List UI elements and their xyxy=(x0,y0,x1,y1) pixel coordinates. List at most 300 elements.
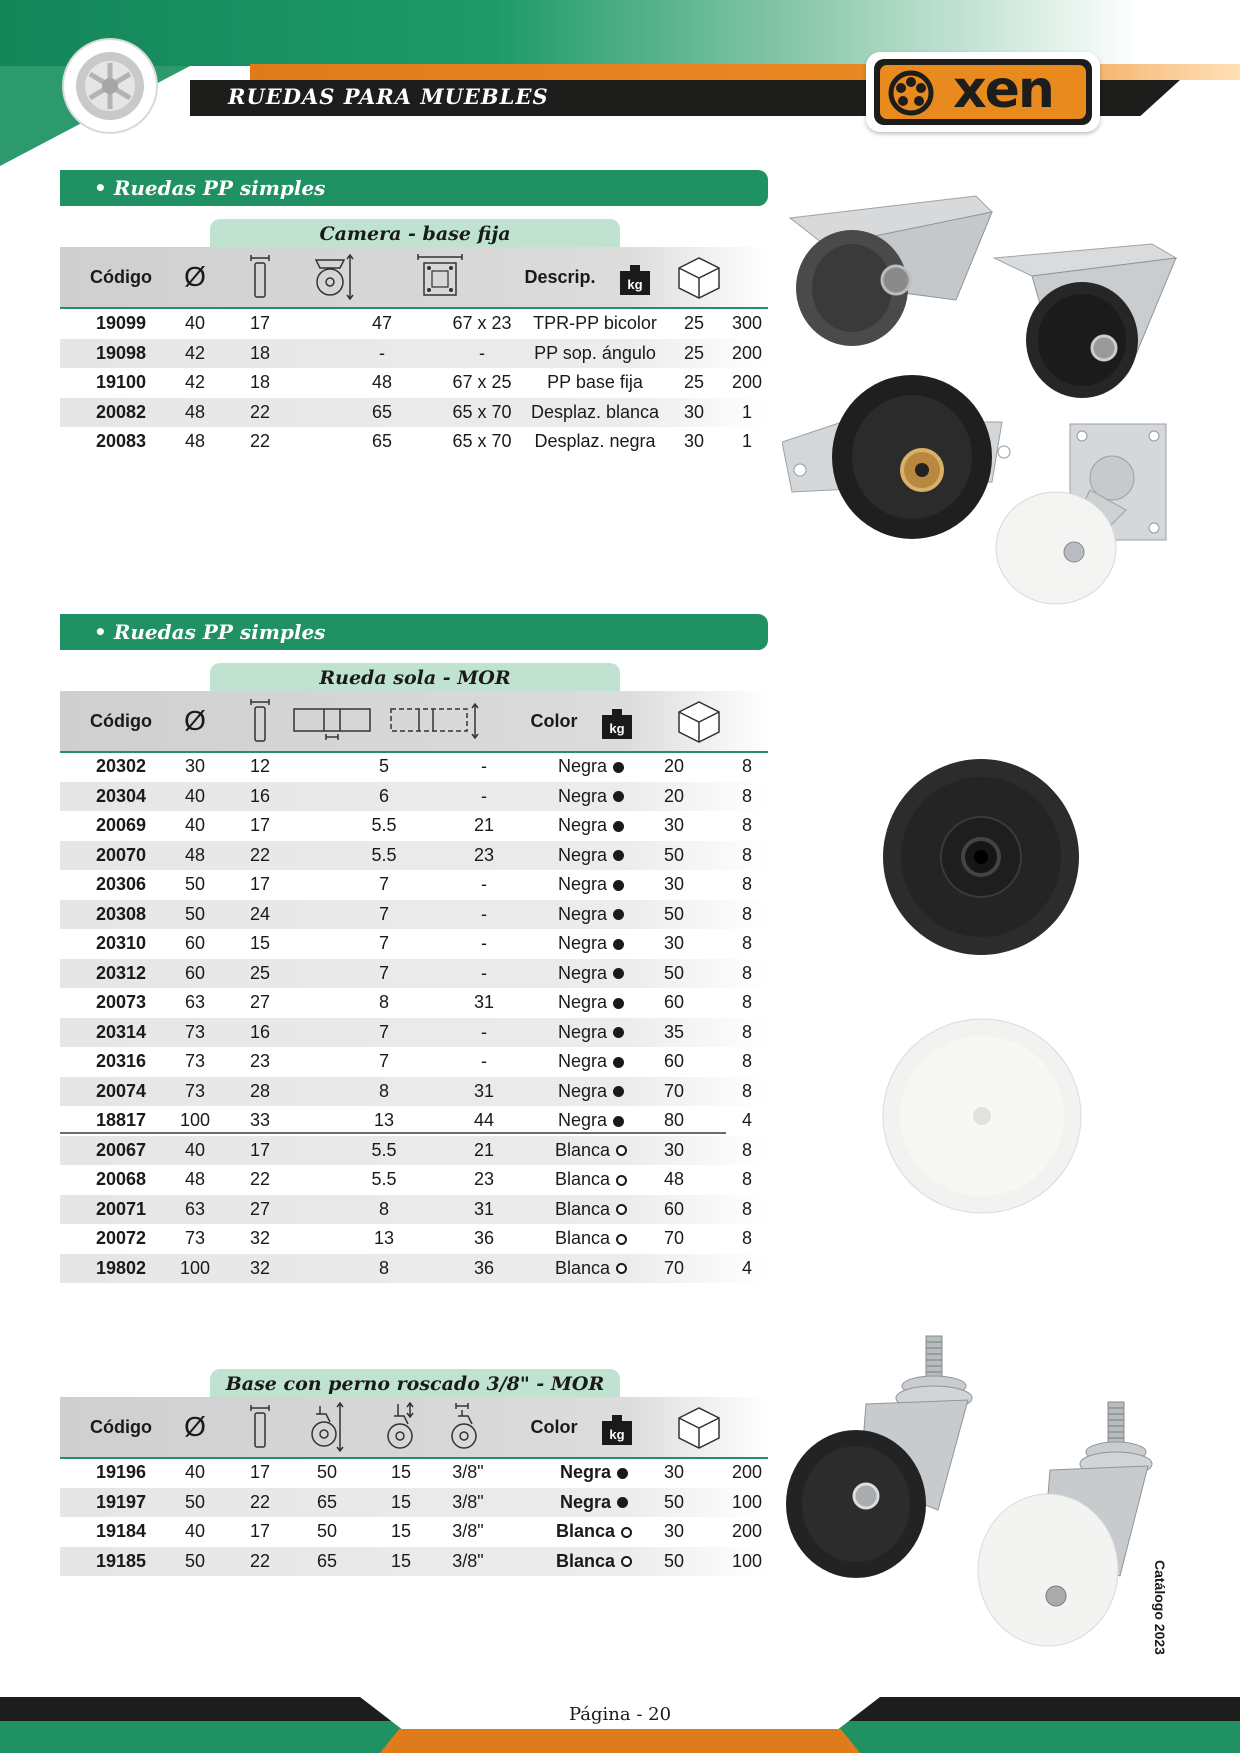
table-row xyxy=(60,929,768,958)
product-code: 20071 xyxy=(95,1198,147,1219)
product-code: 19184 xyxy=(95,1521,147,1541)
table-cell: 200 xyxy=(731,1521,763,1541)
table-cell: Negra xyxy=(536,811,646,840)
table-cell: 48 xyxy=(184,401,206,422)
table-cell: 60 xyxy=(184,933,206,953)
table-cell: 50 xyxy=(663,903,685,924)
table-cell: 30 xyxy=(683,401,705,422)
table-cell: 16 xyxy=(249,1021,271,1042)
product-code: 19197 xyxy=(95,1491,147,1512)
black-dot-icon xyxy=(613,1027,624,1038)
col-diameter-header: Ø xyxy=(184,261,206,292)
table-cell: 8 xyxy=(741,933,752,953)
table-cell: 8 xyxy=(378,992,389,1012)
table-cell: 50 xyxy=(316,1462,338,1482)
table-cell: 15 xyxy=(390,1550,412,1571)
table-cell: 40 xyxy=(184,313,206,333)
table-cell: 65 xyxy=(316,1550,338,1571)
table-cell: 50 xyxy=(663,1491,685,1512)
col-color-header: Color xyxy=(530,1416,578,1437)
table-row xyxy=(60,1254,768,1283)
table-row xyxy=(60,398,768,427)
table-cell: 8 xyxy=(741,1139,752,1160)
brand-logo xyxy=(866,52,1100,132)
table-cell: 48 xyxy=(184,844,206,865)
table-cell: 20 xyxy=(663,785,685,806)
black-dot-icon xyxy=(613,909,624,920)
white-dot-icon xyxy=(621,1556,632,1567)
table-cell: - xyxy=(481,1021,487,1042)
table-cell: 47 xyxy=(371,313,393,333)
table-row xyxy=(60,1018,768,1047)
table-cell: 50 xyxy=(316,1521,338,1541)
table-cell: Negra xyxy=(536,959,646,988)
table-cell: 22 xyxy=(249,1169,271,1189)
product-code: 20067 xyxy=(95,1139,147,1160)
table-cell: Blanca xyxy=(536,1195,646,1224)
table-row xyxy=(60,1517,768,1546)
product-code: 20306 xyxy=(95,874,147,894)
table-cell: 200 xyxy=(731,372,763,392)
logo-wheel-icon xyxy=(888,70,934,116)
table-cell: Blanca xyxy=(536,1136,646,1165)
white-dot-icon xyxy=(616,1263,627,1274)
table-cell: 70 xyxy=(663,1228,685,1248)
thread-length-icon xyxy=(370,1397,430,1457)
product-code: 20083 xyxy=(95,431,147,451)
black-dot-icon xyxy=(613,821,624,832)
table-cell: 28 xyxy=(249,1080,271,1101)
table-cell: 7 xyxy=(378,1021,389,1042)
table-cell: 65 x 70 xyxy=(452,431,512,451)
product-code: 19099 xyxy=(95,313,147,333)
table-cell: Negra xyxy=(536,1106,646,1135)
subsection-tab-3: Base con perno roscado 3/8" - MOR xyxy=(210,1369,620,1397)
black-dot-icon xyxy=(613,1086,624,1097)
table-row xyxy=(60,870,768,899)
table-cell: 1 xyxy=(741,431,752,451)
white-dot-icon xyxy=(616,1175,627,1186)
table-cell: 100 xyxy=(179,1110,211,1130)
table-cell: 8 xyxy=(741,844,752,865)
table-cell: Negra xyxy=(536,782,646,811)
table-cell: 25 xyxy=(683,372,705,392)
table-cell: 4 xyxy=(741,1110,752,1130)
table-cell: 3/8" xyxy=(452,1521,484,1541)
table-cell: 200 xyxy=(731,1462,763,1482)
product-code: 20070 xyxy=(95,844,147,865)
table-cell: 23 xyxy=(249,1051,271,1071)
table-cell: Blanca xyxy=(536,1224,646,1253)
table-cell: 50 xyxy=(663,1550,685,1571)
table-row xyxy=(60,782,768,811)
table-row xyxy=(60,752,768,781)
table-cell: 7 xyxy=(378,962,389,983)
table-cell: 3/8" xyxy=(452,1462,484,1482)
table-row xyxy=(60,1224,768,1253)
table-cell: Negra xyxy=(536,988,646,1017)
width-icon xyxy=(232,1397,288,1457)
table-cell: Blanca xyxy=(536,1517,652,1546)
table-cell: Negra xyxy=(536,1018,646,1047)
table-cell: - xyxy=(481,903,487,924)
weight-kg-icon xyxy=(590,691,644,751)
table-cell: 73 xyxy=(184,1228,206,1248)
table-row xyxy=(60,988,768,1017)
table-cell: 31 xyxy=(473,992,495,1012)
table-cell: 13 xyxy=(373,1228,395,1248)
table-cell: 1 xyxy=(741,401,752,422)
table-cell: Negra xyxy=(536,1488,652,1517)
product-photo-fixed-caster-dark xyxy=(786,188,1006,348)
hub-length-icon xyxy=(378,691,488,751)
table-cell: 27 xyxy=(249,992,271,1012)
table-row xyxy=(60,1136,768,1165)
table-cell: PP sop. ángulo xyxy=(534,342,656,363)
width-icon xyxy=(232,691,288,751)
height-icon xyxy=(296,1397,356,1457)
height-icon xyxy=(292,247,372,307)
table-cell: 31 xyxy=(473,1198,495,1219)
table-cell: Negra xyxy=(536,1047,646,1076)
svg-text:kg: kg xyxy=(627,277,643,292)
table-row xyxy=(60,1488,768,1517)
weight-kg-icon xyxy=(608,247,662,307)
table-cell: 67 x 23 xyxy=(452,313,512,333)
table-row xyxy=(60,1077,768,1106)
table-cell: 3/8" xyxy=(452,1491,484,1512)
table-cell: 8 xyxy=(741,815,752,835)
product-code: 20312 xyxy=(95,962,147,983)
black-dot-icon xyxy=(617,1468,628,1479)
table-cell: 22 xyxy=(249,844,271,865)
table-cell: 50 xyxy=(663,844,685,865)
table-cell: 73 xyxy=(184,1051,206,1071)
table-cell: 60 xyxy=(663,992,685,1012)
product-code: 19185 xyxy=(95,1550,147,1571)
white-dot-icon xyxy=(616,1204,627,1215)
table-cell: 48 xyxy=(184,1169,206,1189)
table-cell: - xyxy=(379,342,385,363)
table-cell: 60 xyxy=(663,1198,685,1219)
table-cell: 65 xyxy=(316,1491,338,1512)
table-cell: 30 xyxy=(663,1139,685,1160)
white-dot-icon xyxy=(616,1145,627,1156)
product-code: 20314 xyxy=(95,1021,147,1042)
table-cell: 42 xyxy=(184,342,206,363)
col-descrip-header: Descrip. xyxy=(524,266,596,287)
table-cell: 30 xyxy=(184,756,206,776)
col-diameter-header: Ø xyxy=(184,705,206,736)
catalog-year-label: Catálogo 2023 xyxy=(1152,1560,1168,1655)
table-cell: 100 xyxy=(731,1491,763,1512)
table-cell: - xyxy=(481,874,487,894)
table-cell: 30 xyxy=(663,933,685,953)
table-cell: 40 xyxy=(184,1139,206,1160)
table-row xyxy=(60,339,768,368)
table-cell: 7 xyxy=(378,933,389,953)
product-code: 19802 xyxy=(95,1257,147,1278)
plate-icon xyxy=(390,247,490,307)
table-cell: 40 xyxy=(184,1462,206,1482)
table-cell: Negra xyxy=(536,870,646,899)
col-diameter-header: Ø xyxy=(184,1411,206,1442)
table-cell: 65 x 70 xyxy=(452,401,512,422)
black-dot-icon xyxy=(617,1497,628,1508)
section-banner-2: • Ruedas PP simples xyxy=(60,614,768,650)
page-title: RUEDAS PARA MUEBLES xyxy=(228,84,549,109)
table-cell: 63 xyxy=(184,992,206,1012)
weight-kg-icon xyxy=(590,1397,644,1457)
product-code: 20073 xyxy=(95,992,147,1012)
table-cell: 30 xyxy=(663,1462,685,1482)
table-cell: 12 xyxy=(249,756,271,776)
table-cell: 3/8" xyxy=(452,1550,484,1571)
table-cell: 18 xyxy=(249,372,271,392)
table-row xyxy=(60,811,768,840)
table-cell: TPR-PP bicolor xyxy=(533,313,657,333)
black-dot-icon xyxy=(613,998,624,1009)
table-cell: 300 xyxy=(731,313,763,333)
table-cell: 15 xyxy=(390,1491,412,1512)
table-cell: 18 xyxy=(249,342,271,363)
black-dot-icon xyxy=(613,1057,624,1068)
table-cell: 25 xyxy=(683,342,705,363)
table-cell: 8 xyxy=(741,1169,752,1189)
table-cell: PP base fija xyxy=(547,372,643,392)
product-code: 20308 xyxy=(95,903,147,924)
table-cell: 35 xyxy=(663,1021,685,1042)
table-cell: 70 xyxy=(663,1257,685,1278)
thread-diameter-icon xyxy=(432,1397,492,1457)
table-cell: 17 xyxy=(249,313,271,333)
table-cell: 40 xyxy=(184,815,206,835)
black-dot-icon xyxy=(613,850,624,861)
wheel-emblem-icon xyxy=(62,38,158,134)
product-code: 20310 xyxy=(95,933,147,953)
table-header-1 xyxy=(60,247,768,309)
product-code: 20316 xyxy=(95,1051,147,1071)
table-cell: 60 xyxy=(663,1051,685,1071)
svg-text:kg: kg xyxy=(609,1427,625,1442)
table-cell: Negra xyxy=(536,841,646,870)
table-cell: Blanca xyxy=(536,1254,646,1283)
table-cell: 65 xyxy=(371,401,393,422)
table-cell: 100 xyxy=(731,1550,763,1571)
product-photo-wheel-white xyxy=(882,1018,1082,1214)
table-cell: 8 xyxy=(378,1257,389,1278)
product-code: 18817 xyxy=(95,1110,147,1130)
table-cell: 6 xyxy=(378,785,389,806)
table-cell: 40 xyxy=(184,785,206,806)
table-cell: 32 xyxy=(249,1228,271,1248)
table-cell: 30 xyxy=(663,815,685,835)
table-cell: Blanca xyxy=(536,1165,646,1194)
table-cell: 8 xyxy=(741,785,752,806)
table-cell: 15 xyxy=(390,1521,412,1541)
table-row xyxy=(60,1106,768,1135)
product-code: 20082 xyxy=(95,401,147,422)
product-code: 20072 xyxy=(95,1228,147,1248)
table-row xyxy=(60,1458,768,1487)
white-dot-icon xyxy=(621,1527,632,1538)
table-cell: 7 xyxy=(378,903,389,924)
subsection-tab-1: Camera - base fija xyxy=(210,219,620,247)
product-code: 20302 xyxy=(95,756,147,776)
table-cell: 16 xyxy=(249,785,271,806)
table-row xyxy=(60,1047,768,1076)
table-cell: 22 xyxy=(249,431,271,451)
table-cell: 8 xyxy=(741,962,752,983)
table-cell: 15 xyxy=(249,933,271,953)
table-cell: 67 x 25 xyxy=(452,372,512,392)
table-cell: 15 xyxy=(390,1462,412,1482)
section-banner-1: • Ruedas PP simples xyxy=(60,170,768,206)
table-cell: 44 xyxy=(473,1110,495,1130)
table-cell: 20 xyxy=(663,756,685,776)
product-code: 20304 xyxy=(95,785,147,806)
table-cell: - xyxy=(481,1051,487,1071)
black-dot-icon xyxy=(613,1116,624,1127)
table-cell: 13 xyxy=(373,1110,395,1130)
product-photo-threaded-caster-black xyxy=(782,1334,996,1586)
table-cell: 4 xyxy=(741,1257,752,1278)
black-dot-icon xyxy=(613,791,624,802)
table-row xyxy=(60,1547,768,1576)
subsection-tab-2: Rueda sola - MOR xyxy=(210,663,620,691)
table-cell: 8 xyxy=(378,1080,389,1101)
product-photo-corner-wheel-black xyxy=(782,372,1022,542)
table-cell: 30 xyxy=(663,874,685,894)
table-cell: 48 xyxy=(184,431,206,451)
table-cell: 5 xyxy=(378,756,389,776)
table-row xyxy=(60,959,768,988)
table-cell: - xyxy=(481,933,487,953)
box-pack-icon xyxy=(664,247,734,307)
product-code: 20074 xyxy=(95,1080,147,1101)
table-cell: 8 xyxy=(378,1198,389,1219)
table-cell: - xyxy=(481,756,487,776)
box-pack-icon xyxy=(664,691,734,751)
table-cell: 8 xyxy=(741,1021,752,1042)
table-cell: Blanca xyxy=(536,1547,652,1576)
table-cell: - xyxy=(481,785,487,806)
table-cell: 17 xyxy=(249,815,271,835)
table-cell: 17 xyxy=(249,1521,271,1541)
table-cell: 50 xyxy=(184,903,206,924)
table-cell: 8 xyxy=(741,903,752,924)
table-cell: 5.5 xyxy=(371,815,397,835)
table-cell: Desplaz. blanca xyxy=(530,401,660,422)
table-cell: 73 xyxy=(184,1021,206,1042)
table-cell: 17 xyxy=(249,1462,271,1482)
table-cell: 65 xyxy=(371,431,393,451)
table-cell: 48 xyxy=(663,1169,685,1189)
table-cell: 24 xyxy=(249,903,271,924)
table-row xyxy=(60,427,768,456)
table-separator xyxy=(60,1132,726,1134)
table-cell: 21 xyxy=(473,1139,495,1160)
table-row xyxy=(60,368,768,397)
table-cell: 5.5 xyxy=(371,844,397,865)
col-code-header: Código xyxy=(90,710,152,731)
table-cell: 8 xyxy=(741,1051,752,1071)
hole-diameter-icon xyxy=(282,691,382,751)
table-cell: 36 xyxy=(473,1228,495,1248)
table-cell: 73 xyxy=(184,1080,206,1101)
logo-text: xen xyxy=(953,60,1053,120)
table-cell: 23 xyxy=(473,1169,495,1189)
white-dot-icon xyxy=(616,1234,627,1245)
table-cell: 80 xyxy=(663,1110,685,1130)
table-cell: 21 xyxy=(473,815,495,835)
table-cell: 7 xyxy=(378,1051,389,1071)
table-row xyxy=(60,1165,768,1194)
black-dot-icon xyxy=(613,939,624,950)
table-cell: 30 xyxy=(683,431,705,451)
footer-orange-tab xyxy=(380,1729,860,1753)
table-cell: Negra xyxy=(536,752,646,781)
col-code-header: Código xyxy=(90,1416,152,1437)
table-cell: 36 xyxy=(473,1257,495,1278)
table-cell: 100 xyxy=(179,1257,211,1278)
table-cell: 5.5 xyxy=(371,1139,397,1160)
table-cell: - xyxy=(481,962,487,983)
table-cell: 60 xyxy=(184,962,206,983)
table-cell: 5.5 xyxy=(371,1169,397,1189)
table-header-2 xyxy=(60,691,768,753)
table-cell: 22 xyxy=(249,1550,271,1571)
table-cell: 42 xyxy=(184,372,206,392)
table-cell: 8 xyxy=(741,1228,752,1248)
table-cell: 7 xyxy=(378,874,389,894)
black-dot-icon xyxy=(613,968,624,979)
width-icon xyxy=(232,247,288,307)
table-cell: 17 xyxy=(249,874,271,894)
table-cell: 33 xyxy=(249,1110,271,1130)
table-cell: Desplaz. negra xyxy=(534,431,656,451)
product-code: 19100 xyxy=(95,372,147,392)
table-cell: 40 xyxy=(184,1521,206,1541)
svg-text:kg: kg xyxy=(609,721,625,736)
product-code: 19196 xyxy=(95,1462,147,1482)
table-cell: 30 xyxy=(663,1521,685,1541)
table-cell: Negra xyxy=(536,1458,652,1487)
black-dot-icon xyxy=(613,762,624,773)
table-row xyxy=(60,841,768,870)
product-code: 20069 xyxy=(95,815,147,835)
table-cell: 70 xyxy=(663,1080,685,1101)
table-cell: 8 xyxy=(741,874,752,894)
table-cell: 22 xyxy=(249,401,271,422)
table-cell: Negra xyxy=(536,900,646,929)
page-number: Página - 20 xyxy=(568,1704,672,1725)
table-cell: 17 xyxy=(249,1139,271,1160)
black-dot-icon xyxy=(613,880,624,891)
box-pack-icon xyxy=(664,1397,734,1457)
table-cell: 50 xyxy=(184,1491,206,1512)
table-cell: 50 xyxy=(663,962,685,983)
col-color-header: Color xyxy=(530,710,578,731)
table-header-3 xyxy=(60,1397,768,1459)
table-cell: 32 xyxy=(249,1257,271,1278)
product-photo-wheel-black xyxy=(882,758,1080,956)
table-cell: Negra xyxy=(536,1077,646,1106)
table-cell: 48 xyxy=(371,372,393,392)
table-cell: 25 xyxy=(249,962,271,983)
table-cell: 22 xyxy=(249,1491,271,1512)
table-row xyxy=(60,1195,768,1224)
